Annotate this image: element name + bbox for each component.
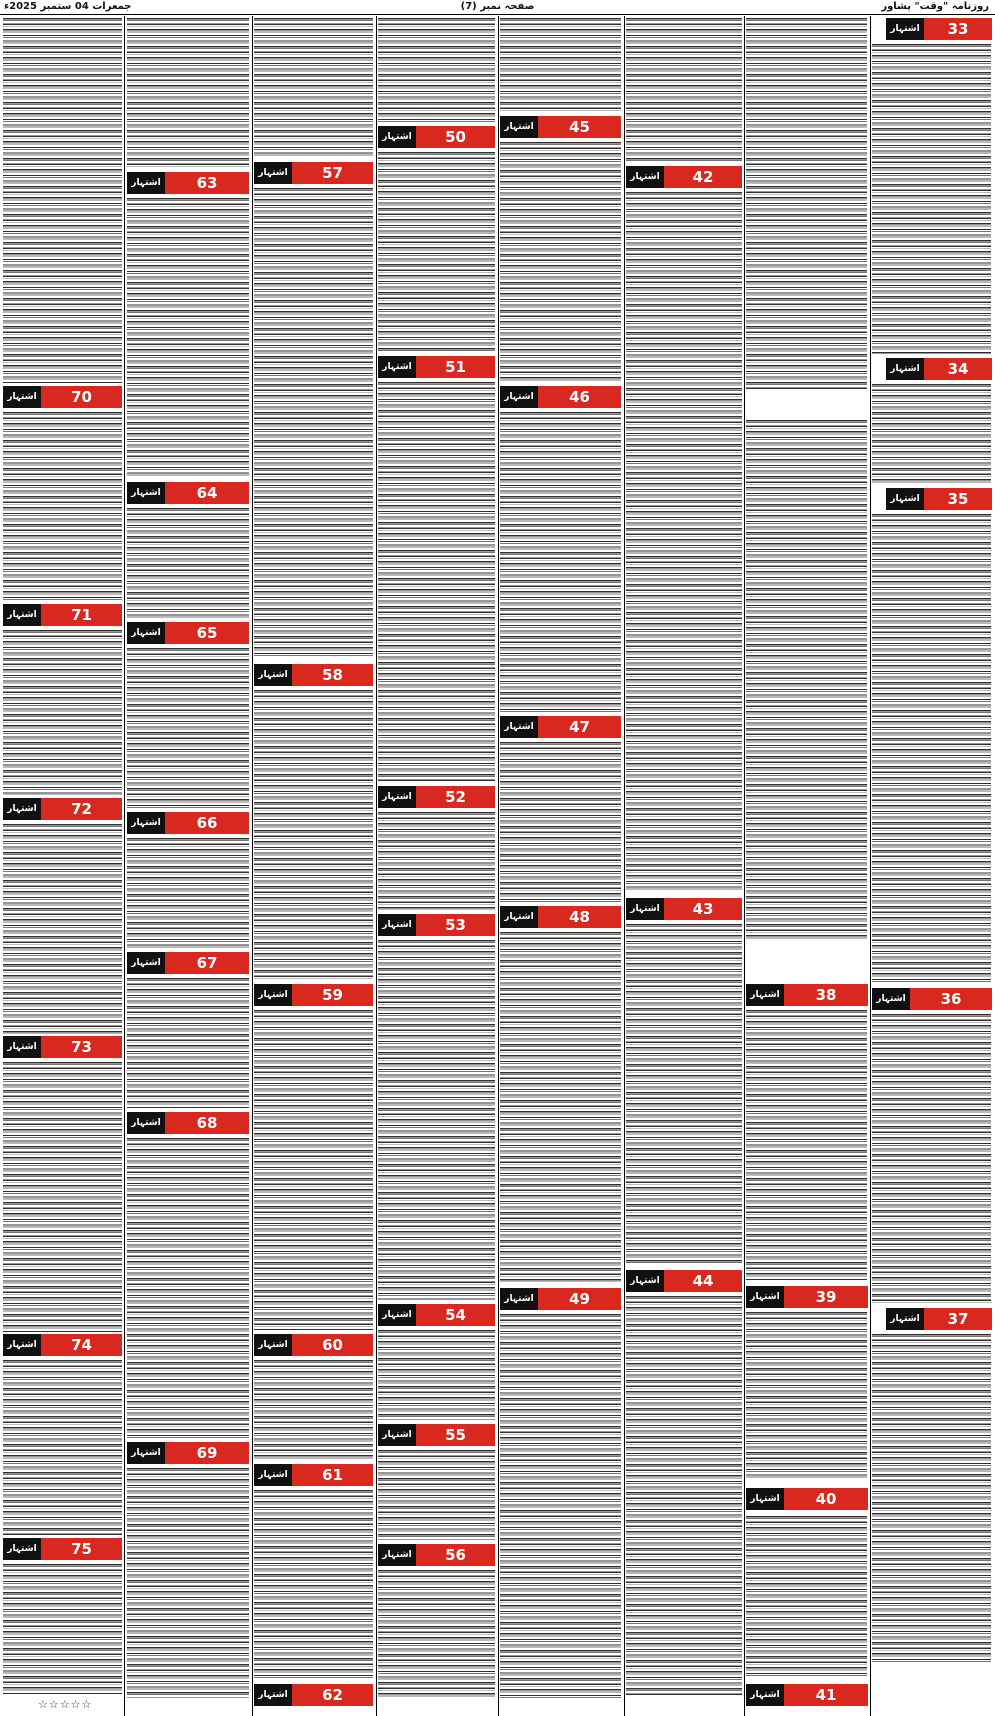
- notice-text-65: [127, 648, 249, 808]
- notice-badge: اشتہار 49: [500, 1288, 621, 1310]
- column-divider: [124, 16, 125, 1716]
- notice-badge: اشتہار 34: [886, 358, 992, 380]
- notice-text-53: [378, 940, 495, 1300]
- notice-text-42a: [626, 18, 742, 163]
- notice-badge: اشتہار 63: [127, 172, 249, 194]
- notice-badge: اشتہار 39: [746, 1286, 868, 1308]
- column-divider: [870, 16, 871, 1716]
- notice-text-74: [3, 1360, 122, 1535]
- notice-text-67: [127, 978, 249, 1108]
- notice-badge: اشتہار 47: [500, 716, 621, 738]
- notice-text-47: [500, 742, 621, 902]
- notice-badge: اشتہار 75: [3, 1538, 122, 1560]
- notice-badge: اشتہار 40: [746, 1488, 868, 1510]
- notice-badge: اشتہار 51: [378, 356, 495, 378]
- notice-text-50a: [378, 18, 495, 123]
- notice-badge: اشتہار 69: [127, 1442, 249, 1464]
- notice-badge: اشتہار 53: [378, 914, 495, 936]
- notice-badge: اشتہار 66: [127, 812, 249, 834]
- notice-badge: اشتہار 57: [254, 162, 373, 184]
- notice-badge: اشتہار 48: [500, 906, 621, 928]
- notice-badge: اشتہار 37: [886, 1308, 992, 1330]
- notice-badge: اشتہار 71: [3, 604, 122, 626]
- notice-text-66: [127, 838, 249, 948]
- notice-text-45a: [500, 18, 621, 113]
- notice-badge: اشتہار 60: [254, 1334, 373, 1356]
- notice-badge: اشتہار 55: [378, 1424, 495, 1446]
- notice-badge: اشتہار 62: [254, 1684, 373, 1706]
- notice-text-60: [254, 1360, 373, 1460]
- notice-badge: اشتہار 59: [254, 984, 373, 1006]
- notice-text-57a: [254, 18, 373, 158]
- notice-badge: اشتہار 46: [500, 386, 621, 408]
- notice-text-64: [127, 508, 249, 618]
- notice-text-50: [378, 152, 495, 352]
- notice-text-71: [3, 630, 122, 795]
- notice-badge: اشتہار 36: [872, 988, 992, 1010]
- notice-text-63: [127, 198, 249, 478]
- notice-badge: اشتہار 52: [378, 786, 495, 808]
- notice-badge: اشتہار 43: [626, 898, 742, 920]
- notice-text-73: [3, 1062, 122, 1332]
- notice-text-43: [626, 924, 742, 1264]
- notice-text-59: [254, 1010, 373, 1330]
- column-divider: [744, 16, 745, 1716]
- notice-text-33: [872, 44, 991, 354]
- notice-text-51: [378, 382, 495, 782]
- notice-badge: اشتہار 50: [378, 126, 495, 148]
- notice-text-54: [378, 1330, 495, 1420]
- notice-text-48: [500, 932, 621, 1282]
- column-divider: [376, 16, 377, 1716]
- notice-badge: اشتہار 35: [886, 488, 992, 510]
- notice-badge: اشتہار 45: [500, 116, 621, 138]
- notice-text-40: [746, 1516, 867, 1676]
- notice-text-44: [626, 1296, 742, 1696]
- notice-badge: اشتہار 68: [127, 1112, 249, 1134]
- notice-badge: اشتہار 73: [3, 1036, 122, 1058]
- notice-text-68: [127, 1138, 249, 1438]
- notice-text-75: [3, 1564, 122, 1694]
- footer-stars: ☆☆☆☆☆: [38, 1698, 93, 1711]
- notice-badge: اشتہار 74: [3, 1334, 122, 1356]
- notice-badge: اشتہار 41: [746, 1684, 868, 1706]
- notice-text-58: [254, 690, 373, 980]
- notice-text-55: [378, 1450, 495, 1540]
- notice-text-63a: [127, 18, 249, 168]
- notice-badge: اشتہار 61: [254, 1464, 373, 1486]
- notice-text-45: [500, 142, 621, 382]
- notice-text-34: [872, 384, 991, 484]
- notice-badge: اشتہار 56: [378, 1544, 495, 1566]
- header-date: جمعرات 04 ستمبر 2025ء: [4, 1, 132, 12]
- notice-text-49: [500, 1314, 621, 1699]
- notice-badge: اشتہار 44: [626, 1270, 742, 1292]
- notice-badge: اشتہار 33: [886, 18, 992, 40]
- header-paper-name: روزنامہ "وقت" پشاور: [881, 1, 989, 12]
- notice-text-72: [3, 824, 122, 1034]
- notice-text-39: [746, 1312, 867, 1480]
- notice-badge: اشتہار 42: [626, 166, 742, 188]
- column-divider: [624, 16, 625, 1716]
- notice-text-52: [378, 812, 495, 910]
- page-header: [0, 0, 995, 15]
- header-page-number: صفحہ نمبر (7): [460, 1, 535, 12]
- notice-text-70a: [3, 18, 122, 383]
- notice-text-42: [626, 192, 742, 892]
- notice-text-56: [378, 1570, 495, 1698]
- notice-text-46: [500, 412, 621, 712]
- notice-badge: اشتہار 38: [746, 984, 868, 1006]
- notice-badge: اشتہار 70: [3, 386, 122, 408]
- notice-text-35: [872, 514, 991, 984]
- notice-badge: اشتہار 72: [3, 798, 122, 820]
- column-divider: [252, 16, 253, 1716]
- notice-text-33b: [746, 18, 867, 390]
- notice-badge: اشتہار 58: [254, 664, 373, 686]
- notice-badge: اشتہار 64: [127, 482, 249, 504]
- notice-text-57: [254, 188, 373, 658]
- notice-text-37: [872, 1334, 991, 1664]
- notice-badge: اشتہار 54: [378, 1304, 495, 1326]
- notice-badge: اشتہار 67: [127, 952, 249, 974]
- notice-text-69: [127, 1468, 249, 1698]
- notice-text-61: [254, 1490, 373, 1680]
- notice-text-34b: [746, 420, 867, 940]
- notice-text-38: [746, 1010, 867, 1280]
- column-divider: [498, 16, 499, 1716]
- notice-text-36: [872, 1014, 991, 1304]
- notice-text-70: [3, 412, 122, 602]
- notice-badge: اشتہار 65: [127, 622, 249, 644]
